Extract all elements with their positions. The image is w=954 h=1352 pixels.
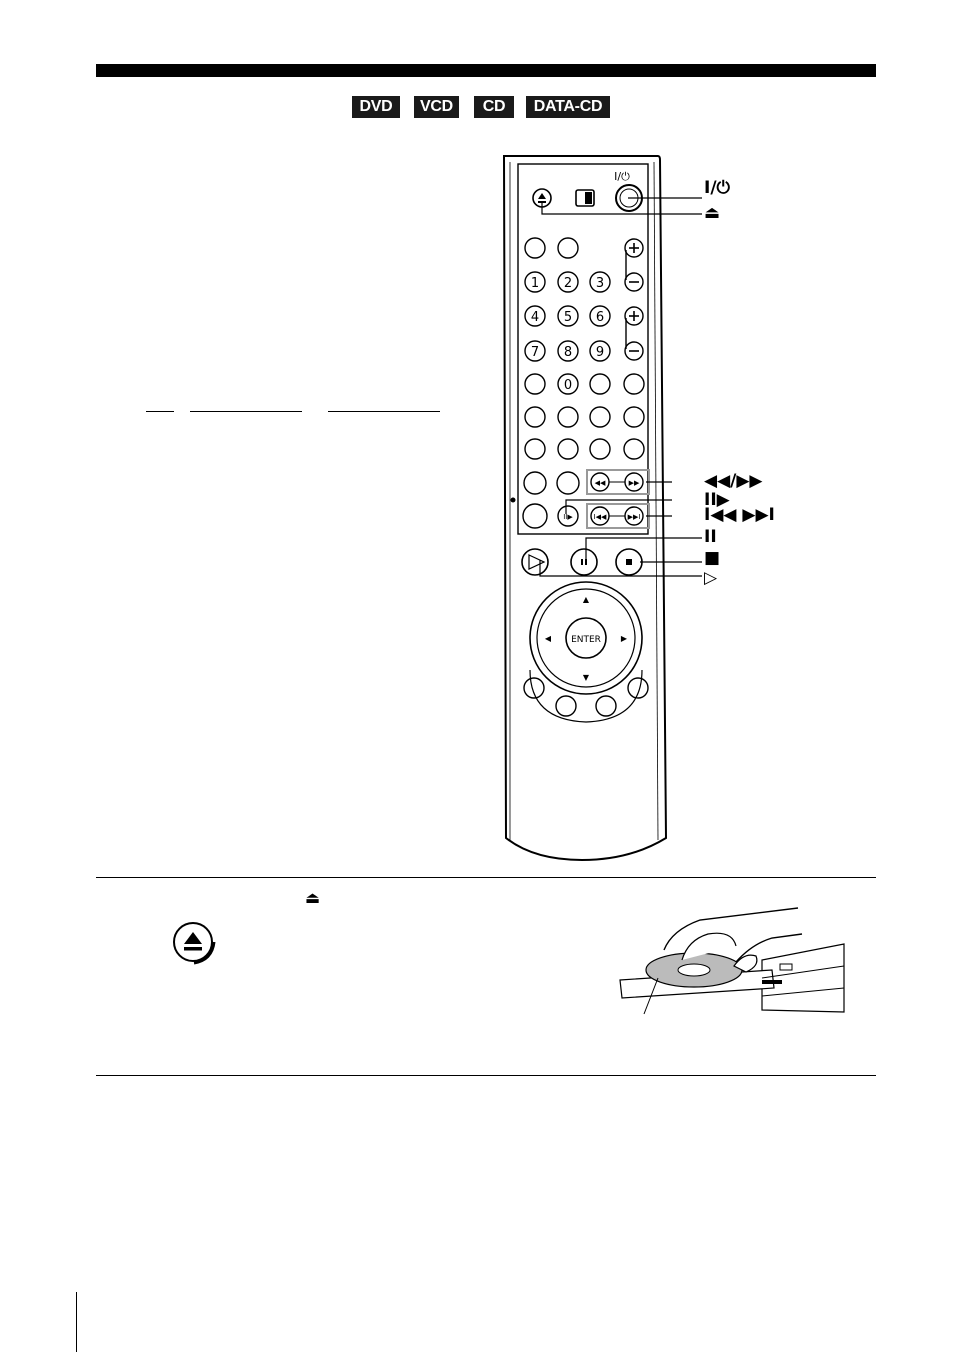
disc-loading-illustration <box>612 900 848 1030</box>
callout-eject: ⏏ <box>704 203 721 223</box>
svg-text:I◀◀: I◀◀ <box>593 513 607 521</box>
svg-text:9: 9 <box>595 345 605 360</box>
svg-text:▲: ▲ <box>582 595 590 604</box>
svg-text:▶▶I: ▶▶I <box>627 513 641 521</box>
callout-play: ▷ <box>704 568 718 588</box>
callout-rew-ff: ◀◀/▶▶ <box>704 471 763 491</box>
svg-text:◀: ◀ <box>544 634 552 643</box>
blank-line <box>328 411 440 412</box>
svg-text:8: 8 <box>563 345 573 360</box>
svg-text:II▶: II▶ <box>563 513 573 521</box>
badge-dvd: DVD <box>352 96 400 118</box>
badge-cd: CD <box>474 96 514 118</box>
svg-text:ENTER: ENTER <box>571 635 601 645</box>
blank-line <box>146 411 174 412</box>
eject-button-illustration <box>168 920 218 966</box>
badge-vcd: VCD <box>414 96 459 118</box>
svg-text:6: 6 <box>595 310 605 325</box>
svg-text:3: 3 <box>595 276 605 291</box>
svg-text:▶: ▶ <box>620 634 628 643</box>
blank-line <box>190 411 302 412</box>
callout-lines <box>530 180 720 590</box>
header-bar <box>96 64 876 77</box>
power-print: I/⏻ <box>614 170 630 183</box>
svg-text:▶▶: ▶▶ <box>628 479 640 487</box>
svg-text:4: 4 <box>530 310 540 325</box>
svg-text:7: 7 <box>530 345 540 360</box>
callout-prev-next: I◀◀ ▶▶I <box>704 505 775 525</box>
svg-text:2: 2 <box>563 276 573 291</box>
svg-text:0: 0 <box>563 378 573 393</box>
callout-stop: ■ <box>704 548 721 568</box>
svg-text:◀◀: ◀◀ <box>594 479 606 487</box>
section-rule-bottom <box>96 1075 876 1076</box>
svg-text:5: 5 <box>563 310 573 325</box>
callout-power: I/⏻ <box>704 178 730 198</box>
svg-text:1: 1 <box>530 276 540 291</box>
callout-slow-play: II▶ <box>704 490 730 510</box>
step1-eject-symbol: ⏏ <box>305 888 321 907</box>
callout-pause: II <box>704 527 717 547</box>
page-margin-line <box>76 1292 77 1352</box>
svg-text:▼: ▼ <box>582 673 590 682</box>
section-rule-top <box>96 877 876 878</box>
badge-data-cd: DATA-CD <box>526 96 610 118</box>
